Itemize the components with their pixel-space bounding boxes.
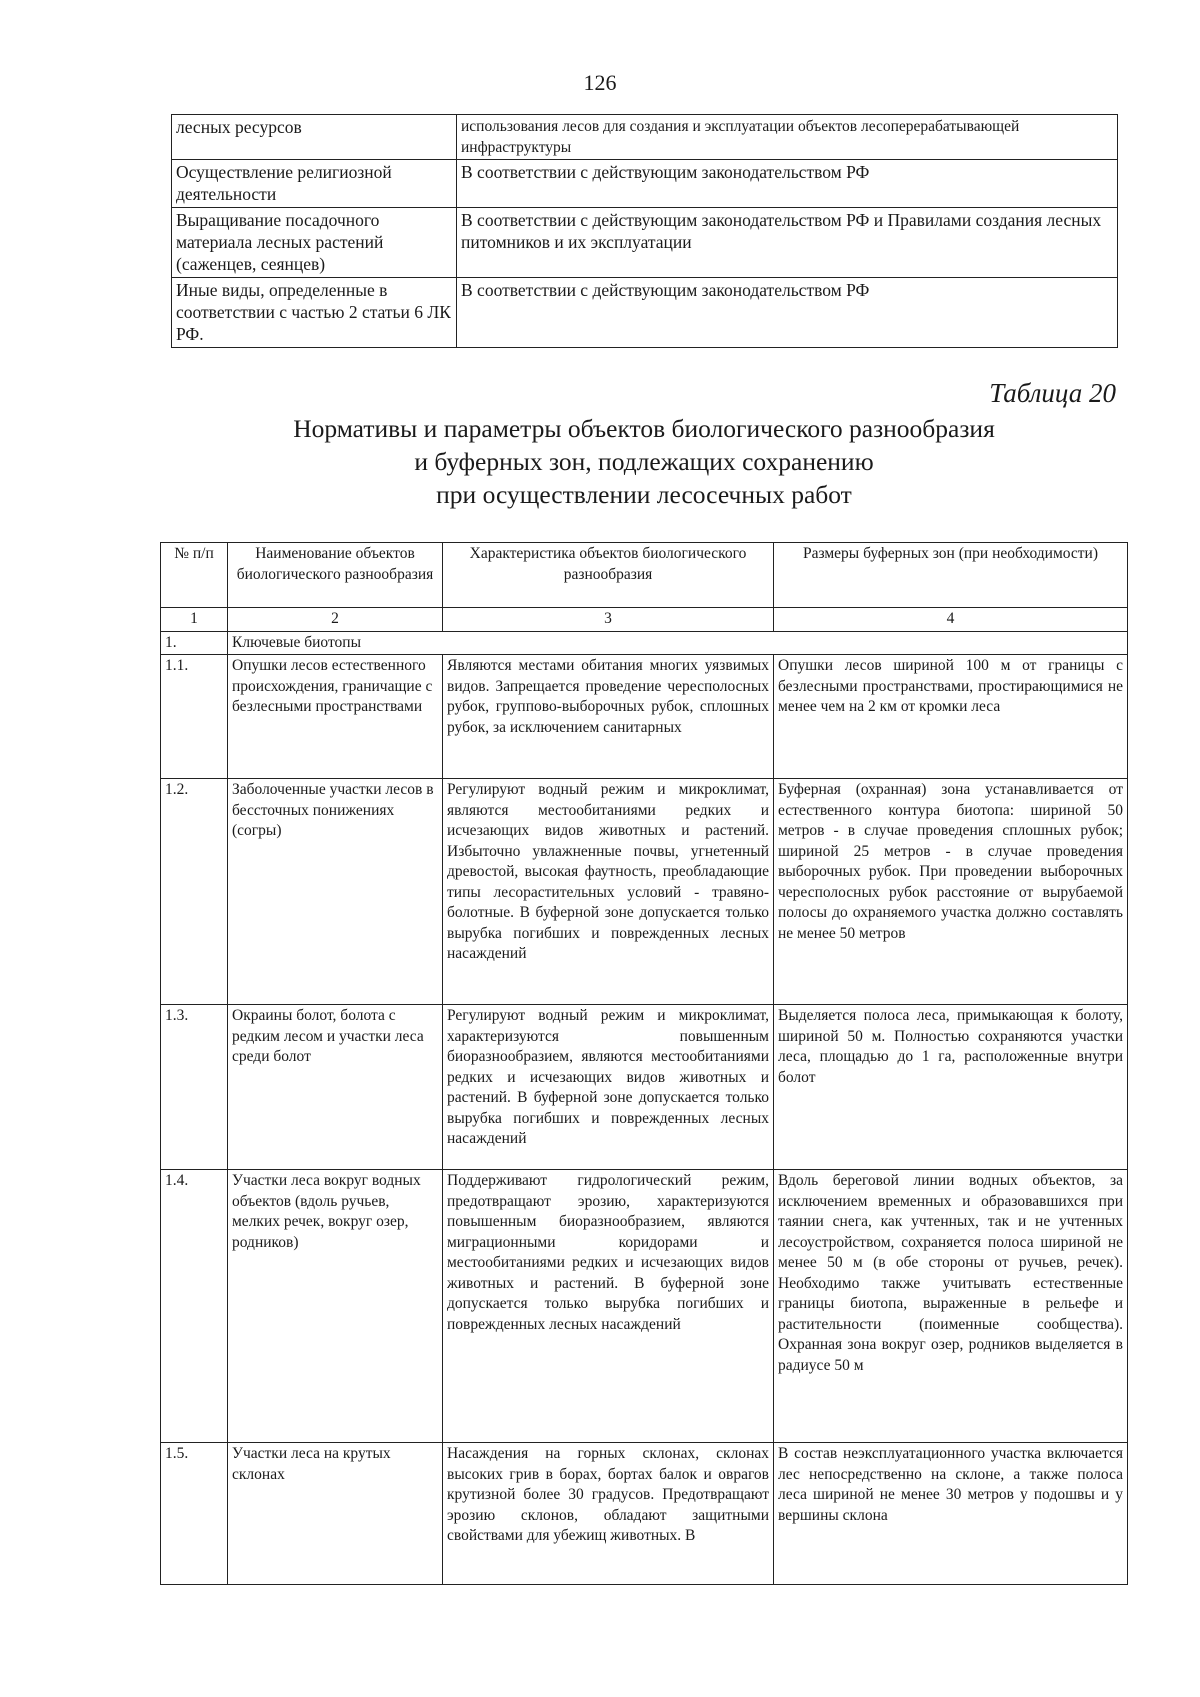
table-title xyxy=(171,412,1117,511)
table-row xyxy=(172,160,1118,208)
table-title-line: Нормативы и параметры объектов биологического разнообразия xyxy=(293,414,995,443)
table-row xyxy=(161,655,1128,779)
column-number-row xyxy=(161,608,1128,632)
row-number: 1.5. xyxy=(161,1443,228,1585)
column-number: 1 xyxy=(161,608,228,632)
table-row xyxy=(172,278,1118,348)
forest-use-table xyxy=(171,114,1118,348)
buffer-zone-size: В состав неэксплуатационного участка включается лес непосредственно на склоне, а также полоса леса шириной не менее 30 метров у подошвы и у вершины склона xyxy=(774,1443,1128,1585)
row-number: 1.4. xyxy=(161,1170,228,1443)
row-number: 1.2. xyxy=(161,779,228,1005)
section-number: 1. xyxy=(161,631,228,655)
table-row xyxy=(161,1170,1128,1443)
header-row xyxy=(161,543,1128,608)
object-name: Участки леса вокруг водных объектов (вдоль ручьев, мелких речек, вокруг озер, родников) xyxy=(228,1170,443,1443)
object-characteristic: Поддерживают гидрологический режим, предотвращают эрозию, характеризуются повышенным биоразнообразием, являются миграционными коридорами и местообитаниями редких и исчезающих видов животных и растений. В буферной зоне допускается только вырубка погибших и поврежденных лесных насаждений xyxy=(443,1170,774,1443)
column-number: 2 xyxy=(228,608,443,632)
buffer-zone-size: Вдоль береговой линии водных объектов, за исключением временных и образовавшихся при таянии снега, как учтенных, так и не учтенных лесоустройством, сохраняется полоса шириной не менее 50 м (в обе стороны от ручьев, речек). Необходимо также учитывать естественные границы биотопа, выраженные в рельефе и растительности (поименные сообщества). Охранная зона вокруг озер, родников выделяется в радиусе 50 м xyxy=(774,1170,1128,1443)
header-number: № п/п xyxy=(161,543,228,608)
table-row xyxy=(161,1443,1128,1585)
use-conditions-cell: В соответствии с действующим законодательством РФ xyxy=(457,278,1118,348)
table-row xyxy=(172,115,1118,160)
buffer-zone-size: Выделяется полоса леса, примыкающая к болоту, шириной 50 м. Полностью сохраняются участки леса, площадью до 1 га, расположенные внутри болот xyxy=(774,1005,1128,1170)
object-characteristic: Регулируют водный режим и микроклимат, являются местообитаниями редких и исчезающих видов животных и растений. Избыточно увлажненные почвы, угнетенный древостой, высокая фаутность, преобладающие типы лесорастительных условий - травяно-болотные. В буферной зоне допускается только вырубка погибших и поврежденных лесных насаждений xyxy=(443,779,774,1005)
table-row xyxy=(161,1005,1128,1170)
table-title-line: и буферных зон, подлежащих сохранению xyxy=(414,447,874,476)
table-caption: Таблица 20 xyxy=(989,378,1116,408)
table-title-line: при осуществлении лесосечных работ xyxy=(436,480,852,509)
object-characteristic: Регулируют водный режим и микроклимат, характеризуются повышенным биоразнообразием, являются местообитаниями редких и исчезающих видов животных и растений. В буферной зоне допускается только вырубка погибших и поврежденных лесных насаждений xyxy=(443,1005,774,1170)
use-type-cell: лесных ресурсов xyxy=(172,115,457,160)
table-row xyxy=(172,208,1118,278)
biodiversity-table xyxy=(160,542,1128,1585)
use-conditions-cell xyxy=(457,208,1118,278)
object-name: Опушки лесов естественного происхождения, граничащие с безлесными пространствами xyxy=(228,655,443,779)
object-name: Участки леса на крутых склонах xyxy=(228,1443,443,1585)
object-name: Заболоченные участки лесов в бессточных понижениях (согры) xyxy=(228,779,443,1005)
header-name: Наименование объектов биологического разнообразия xyxy=(228,543,443,608)
object-characteristic: Являются местами обитания многих уязвимых видов. Запрещается проведение чересполосных рубок, группово-выборочных рубок, сплошных рубок, за исключением санитарных xyxy=(443,655,774,779)
page-number: 126 xyxy=(583,70,617,95)
buffer-zone-size: Опушки лесов шириной 100 м от границы с безлесными пространствами, простирающимися не менее чем на 2 км от кромки леса xyxy=(774,655,1128,779)
section-title: Ключевые биотопы xyxy=(228,631,1128,655)
table-row xyxy=(161,779,1128,1005)
column-number: 4 xyxy=(774,608,1128,632)
object-characteristic: Насаждения на горных склонах, склонах высоких грив в борах, бортах балок и оврагов крутизной более 30 градусов. Предотвращают эрозию склонов, обладают защитными свойствами для убежищ животных. В xyxy=(443,1443,774,1585)
buffer-zone-size: Буферная (охранная) зона устанавливается от естественного контура биотопа: шириной 50 метров - в случае проведения сплошных рубок; шириной 25 метров - в случае проведения выборочных рубок. При проведении выборочных чересполосных рубок расстояние от вырубаемой полосы до охраняемого участка должно составлять не менее 50 метров xyxy=(774,779,1128,1005)
use-conditions-cell: использования лесов для создания и эксплуатации объектов лесоперерабатывающей инфраструктуры xyxy=(457,115,1118,160)
use-type-cell: Осуществление религиозной деятельности xyxy=(172,160,457,208)
use-conditions-cell: В соответствии с действующим законодательством РФ xyxy=(457,160,1118,208)
row-number: 1.3. xyxy=(161,1005,228,1170)
header-buffer: Размеры буферных зон (при необходимости) xyxy=(774,543,1128,608)
object-name: Окраины болот, болота с редким лесом и участки леса среди болот xyxy=(228,1005,443,1170)
use-type-cell: Иные виды, определенные в соответствии с частью 2 статьи 6 ЛК РФ. xyxy=(172,278,457,348)
column-number: 3 xyxy=(443,608,774,632)
use-type-cell: Выращивание посадочного материала лесных растений (саженцев, сеянцев) xyxy=(172,208,457,278)
row-number: 1.1. xyxy=(161,655,228,779)
header-characteristic: Характеристика объектов биологического разнообразия xyxy=(443,543,774,608)
use-conditions-text: В соответствии с действующим законодательством РФ и Правилами создания лесных питомников и их эксплуатации xyxy=(461,210,1102,252)
section-row xyxy=(161,631,1128,655)
